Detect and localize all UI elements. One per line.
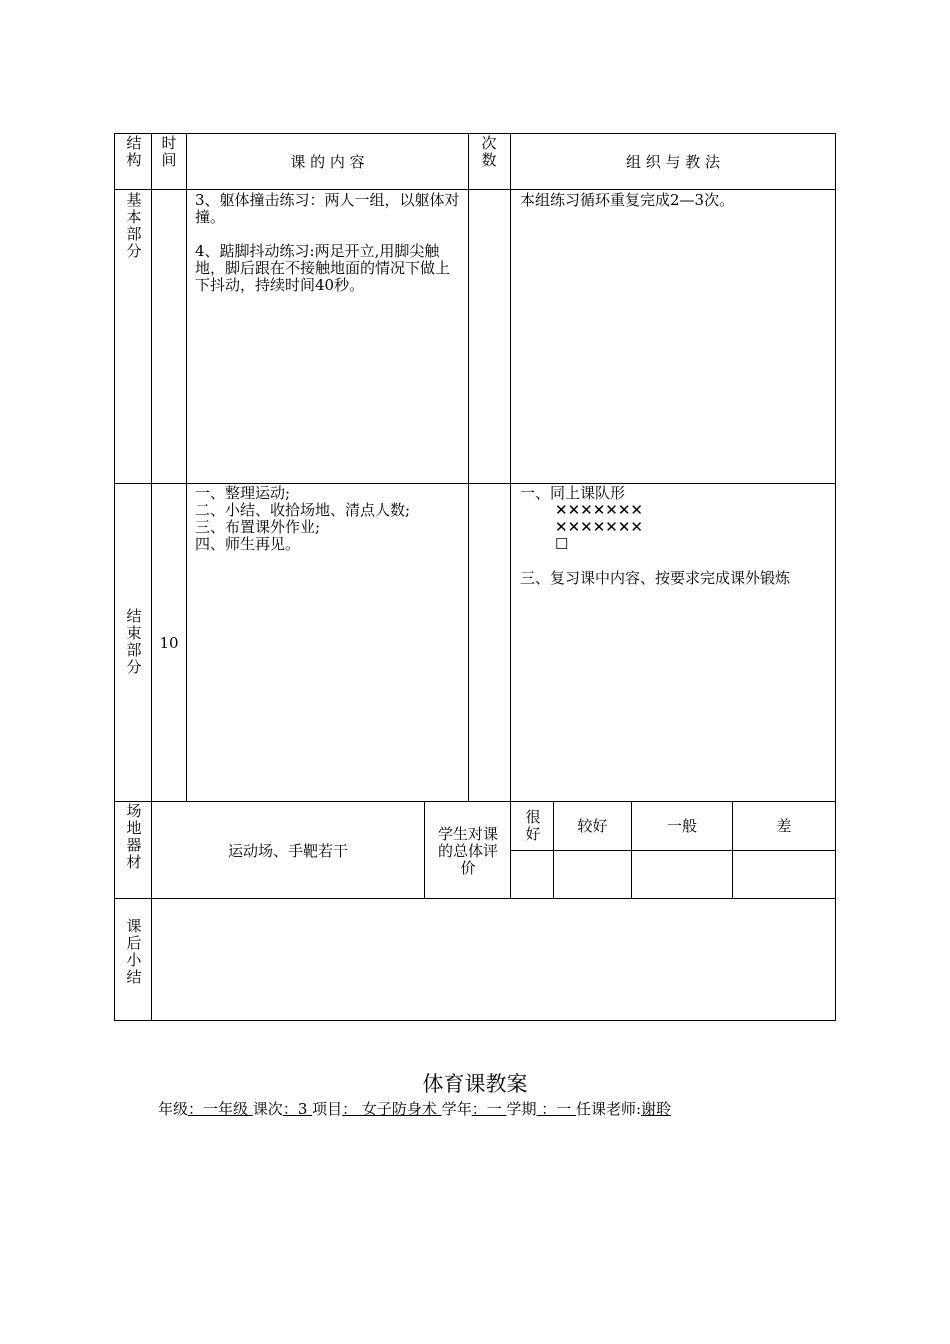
formation-row-2: ✕✕✕✕✕✕✕ <box>555 518 643 536</box>
header-time: 时间 <box>161 134 177 169</box>
basic-section-method: 本组练习循环重复完成2—3次。 <box>520 191 735 209</box>
evaluation-poor: 差 <box>776 817 792 835</box>
exercise-4: 4、踮脚抖动练习:两足开立,用脚尖触地，脚后跟在不接触地面的情况下做上下抖动，持续时间40秒。 <box>195 242 451 294</box>
evaluation-good: 较好 <box>577 817 608 835</box>
basic-section-content <box>195 192 463 294</box>
header-count: 次数 <box>481 134 497 169</box>
header-method: 组 织 与 教 法 <box>625 153 721 171</box>
header-structure: 结构 <box>126 134 142 169</box>
end-section-content <box>195 485 463 553</box>
summary-label: 课后小结 <box>126 917 142 986</box>
end-section-label: 结束部分 <box>126 607 142 676</box>
equipment-label: 场地器材 <box>126 802 142 871</box>
plan-title: 体育课教案 <box>422 1072 528 1096</box>
evaluation-very-good: 很好 <box>525 808 541 843</box>
formation-title: 一、同上课队形 <box>520 484 626 502</box>
basic-section-label: 基本部分 <box>126 191 142 260</box>
evaluation-average: 一般 <box>666 817 697 835</box>
evaluation-label: 学生对课的总体评 价 <box>437 825 498 877</box>
end-item: 二、小结、收拾场地、清点人数; <box>195 501 411 519</box>
end-item: 一、整理运动; <box>195 484 291 502</box>
header-content: 课 的 内 容 <box>290 153 365 171</box>
end-section-method <box>520 485 832 587</box>
teacher-position-icon: ☐ <box>555 535 569 553</box>
equipment-value: 运动场、手靶若干 <box>227 842 348 860</box>
formation-extra: 三、复习课中内容、按要求完成课外锻炼 <box>520 569 791 587</box>
exercise-3: 3、躯体撞击练习：两人一组，以躯体对撞。 <box>195 191 460 226</box>
end-section-time: 10 <box>159 634 179 652</box>
end-item: 四、师生再见。 <box>195 535 301 553</box>
formation-row-1: ✕✕✕✕✕✕✕ <box>555 501 643 519</box>
end-item: 三、布置课外作业; <box>195 518 321 536</box>
plan-info-line: 年级：一年级 课次：3 项目： 女子防身术 学年：一 学期 ：一 任课老师:谢聆 <box>158 1100 672 1118</box>
